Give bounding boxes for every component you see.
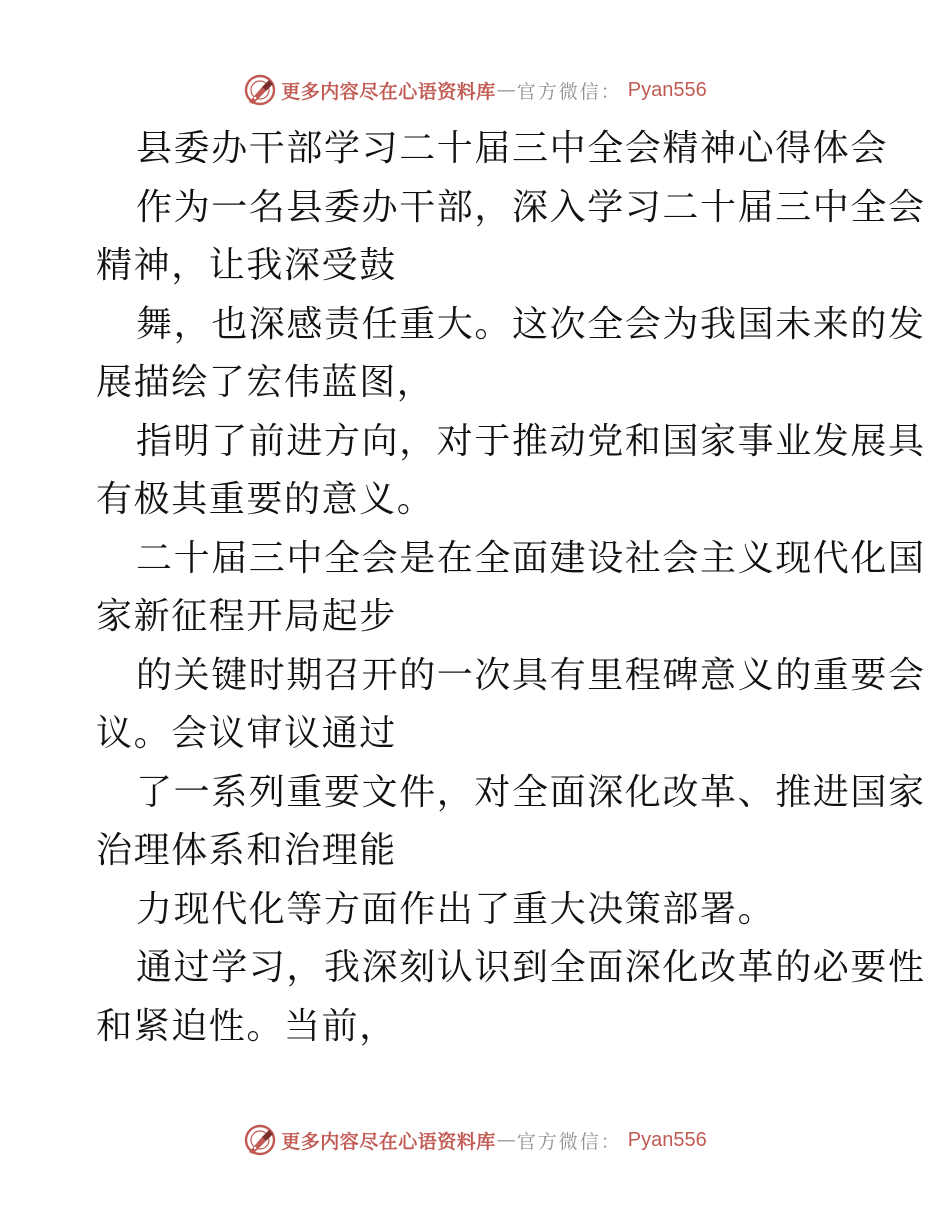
paragraph-line: 有极其重要的意义。 (96, 479, 435, 520)
paragraph-line: 作为一名县委办干部，深入学习二十届三中全会 (136, 186, 926, 228)
paragraph-line: 和紧迫性。当前， (96, 1005, 397, 1047)
watermark-separator: — (496, 79, 516, 101)
watermark-promo-text: 更多内容尽在心语资料库 (281, 80, 496, 103)
watermark-separator: — (496, 1129, 516, 1151)
watermark-official-label: 官方微信： (516, 1130, 622, 1153)
paragraph-line: 通过学习，我深刻认识到全面深化改革的必要性 (136, 947, 926, 988)
pen-logo-icon (243, 1123, 277, 1157)
document-title: 县委办干部学习二十届三中全会精神心得体会 (136, 128, 889, 169)
watermark-official-label: 官方微信： (516, 80, 622, 103)
header-watermark (0, 70, 950, 110)
paragraph-line: 家新征程开局起步 (96, 596, 397, 637)
paragraph-line: 的关键时期召开的一次具有里程碑意义的重要会 (136, 654, 926, 696)
paragraph-line: 舞，也深感责任重大。这次全会为我国未来的发 (136, 303, 926, 345)
pen-logo-icon (243, 73, 277, 107)
paragraph-line: 二十届三中全会是在全面建设社会主义现代化国 (136, 537, 926, 579)
paragraph-line: 治理体系和治理能 (96, 830, 397, 871)
watermark-wechat-id: Pyan556 (627, 78, 707, 101)
footer-watermark (0, 1120, 950, 1160)
paragraph-line: 精神，让我深受鼓 (96, 245, 397, 286)
paragraph-line: 议。会议审议通过 (96, 713, 397, 754)
paragraph-line: 指明了前进方向，对于推动党和国家事业发展具 (136, 420, 926, 462)
document-body (96, 120, 926, 1056)
paragraph-line: 了一系列重要文件，对全面深化改革、推进国家 (136, 771, 926, 813)
watermark-promo-text: 更多内容尽在心语资料库 (281, 1130, 496, 1153)
watermark-wechat-id: Pyan556 (627, 1128, 707, 1151)
paragraph-line: 展描绘了宏伟蓝图， (96, 362, 435, 403)
paragraph-line: 力现代化等方面作出了重大决策部署。 (136, 888, 776, 930)
